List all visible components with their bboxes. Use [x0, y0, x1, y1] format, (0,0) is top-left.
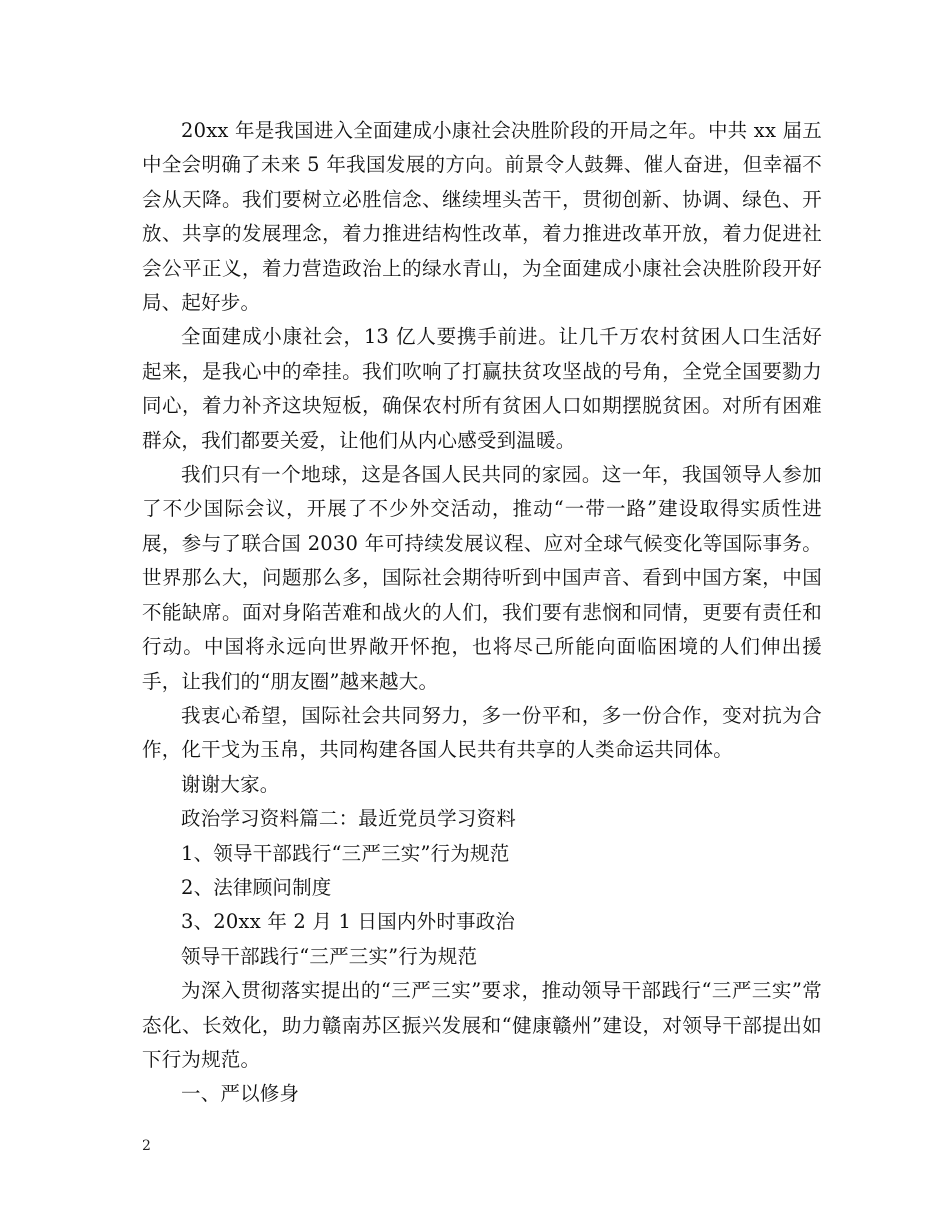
paragraph-4: 我衷心希望，国际社会共同努力，多一份平和，多一份合作，变对抗为合作，化干戈为玉帛，共同构建各国人民共有共享的人类命运共同体。	[142, 703, 822, 762]
paragraph-intro: 为深入贯彻落实提出的“三严三实”要求，推动领导干部践行“三严三实”常态化、长效化，助力赣南苏区振兴发展和“健康赣州”建设，对领导干部提出如下行为规范。	[142, 979, 822, 1071]
subsection-title: 领导干部践行“三严三实”行为规范	[181, 944, 478, 968]
section-heading: 政治学习资料篇二：最近党员学习资料	[181, 807, 516, 831]
paragraph-2: 全面建成小康社会，13 亿人要携手前进。让几千万农村贫困人口生活好起来，是我心中的牵挂。我们吹响了打赢扶贫攻坚战的号角，全党全国要勠力同心，着力补齐这块短板，确保农村所有贫困人口如期摆脱贫困。对所有困难群众，我们都要关爱，让他们从内心感受到温暖。	[142, 325, 822, 452]
list-item: 2、法律顾问制度	[181, 875, 332, 899]
subsection-heading: 一、严以修身	[181, 1082, 300, 1106]
document-body	[142, 114, 822, 1112]
paragraph-1: 20xx 年是我国进入全面建成小康社会决胜阶段的开局之年。中共 xx 届五中全会明确了未来 5 年我国发展的方向。前景令人鼓舞、催人奋进，但幸福不会从天降。我们要树立必胜信念、继续埋头苦干，贯彻创新、协调、绿色、开放、共享的发展理念，着力推进结构性改革，着力推进改革开放，着力促进社会公平正义，着力营造政治上的绿水青山，为全面建成小康社会决胜阶段开好局、起好步。	[142, 119, 822, 315]
paragraph-thanks: 谢谢大家。	[181, 772, 280, 796]
list-item: 1、领导干部践行“三严三实”行为规范	[181, 841, 510, 865]
list-item: 3、20xx 年 2 月 1 日国内外时事政治	[181, 910, 516, 934]
page-number: 2	[142, 1138, 151, 1154]
paragraph-3: 我们只有一个地球，这是各国人民共同的家园。这一年，我国领导人参加了不少国际会议，开展了不少外交活动，推动“一带一路”建设取得实质性进展，参与了联合国 2030 年可持续发展议程、应对全球气候变化等国际事务。世界那么大，问题那么多，国际社会期待听到中国声音、看到中国方案，中国不能缺席。面对身陷苦难和战火的人们，我们要有悲悯和同情，更要有责任和行动。中国将永远向世界敞开怀抱，也将尽己所能向面临困境的人们伸出援手，让我们的“朋友圈”越来越大。	[142, 463, 822, 693]
